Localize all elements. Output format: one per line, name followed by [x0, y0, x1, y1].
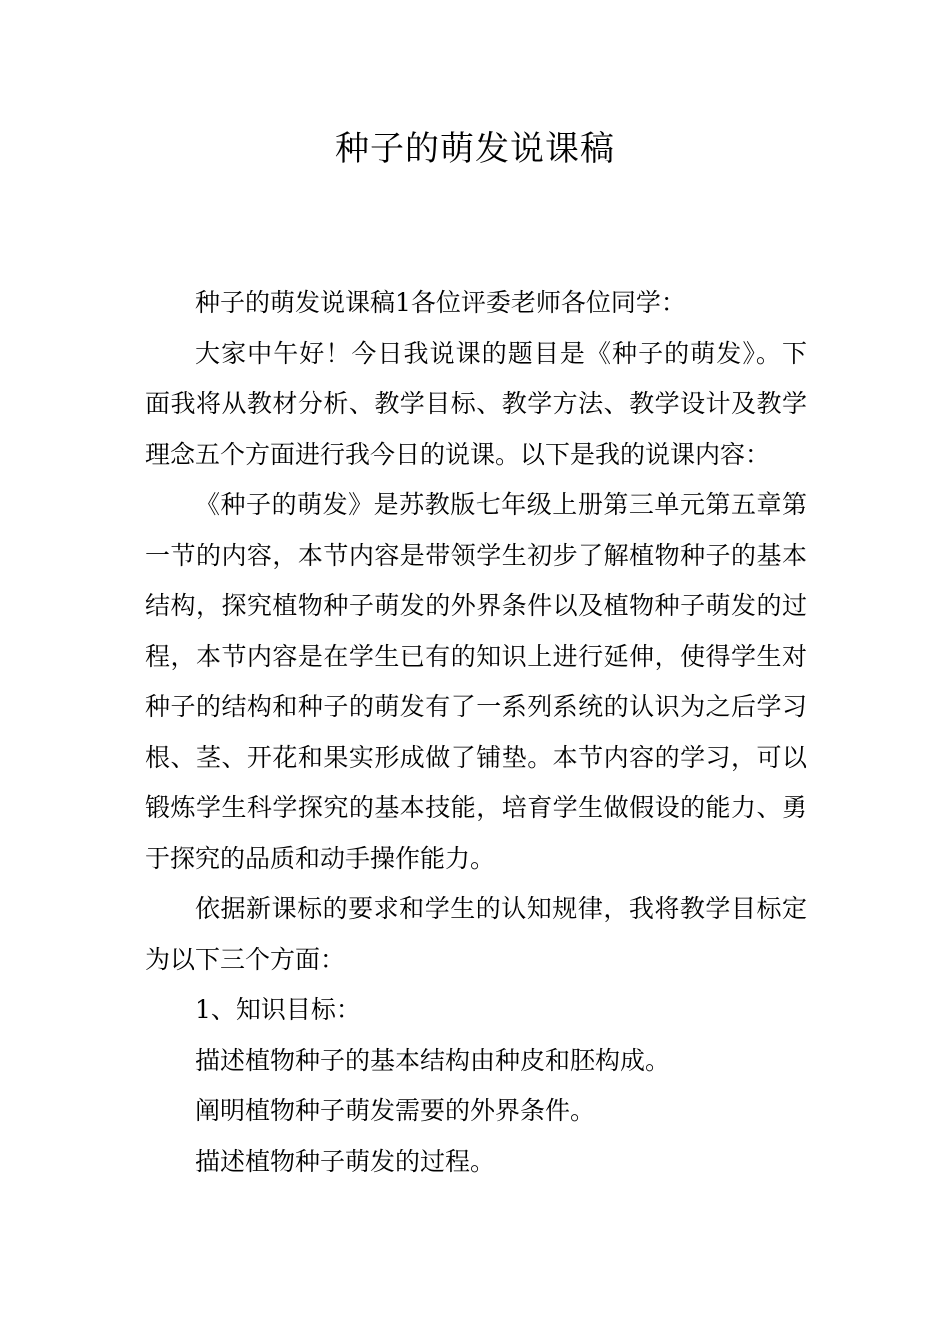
paragraph-introduction: 大家中午好！今日我说课的题目是《种子的萌发》。下面我将从教材分析、教学目标、教学方法、教学设计及教学理念五个方面进行我今日的说课。以下是我的说课内容：	[145, 338, 807, 469]
paragraph-goal-item: 描述植物种子萌发的过程。	[195, 1146, 496, 1176]
paragraph-greeting: 种子的萌发说课稿1各位评委老师各位同学：	[195, 288, 686, 317]
paragraph-goals-intro: 依据新课标的要求和学生的认知规律，我将教学目标定为以下三个方面：	[145, 894, 807, 974]
paragraph-goal-item: 描述植物种子的基本结构由种皮和胚构成。	[195, 1045, 671, 1075]
paragraph-knowledge-goal-heading: 1、知识目标：	[195, 995, 361, 1024]
paragraph-textbook-analysis: 《种子的萌发》是苏教版七年级上册第三单元第五章第一节的内容，本节内容是带领学生初步了解植物种子的基本结构，探究植物种子萌发的外界条件以及植物种子萌发的过程，本节内容是在学生已有的知识上进行延伸，使得学生对种子的结构和种子的萌发有了一系列系统的认识为之后学习根、茎、开花和果实形成做了铺垫。本节内容的学习，可以锻炼学生科学探究的基本技能，培育学生做假设的能力、勇于探究的品质和动手操作能力。	[145, 490, 807, 873]
document-body	[145, 278, 807, 1187]
document-title: 种子的萌发说课稿	[335, 129, 615, 169]
paragraph-goal-item: 阐明植物种子萌发需要的外界条件。	[195, 1096, 596, 1125]
